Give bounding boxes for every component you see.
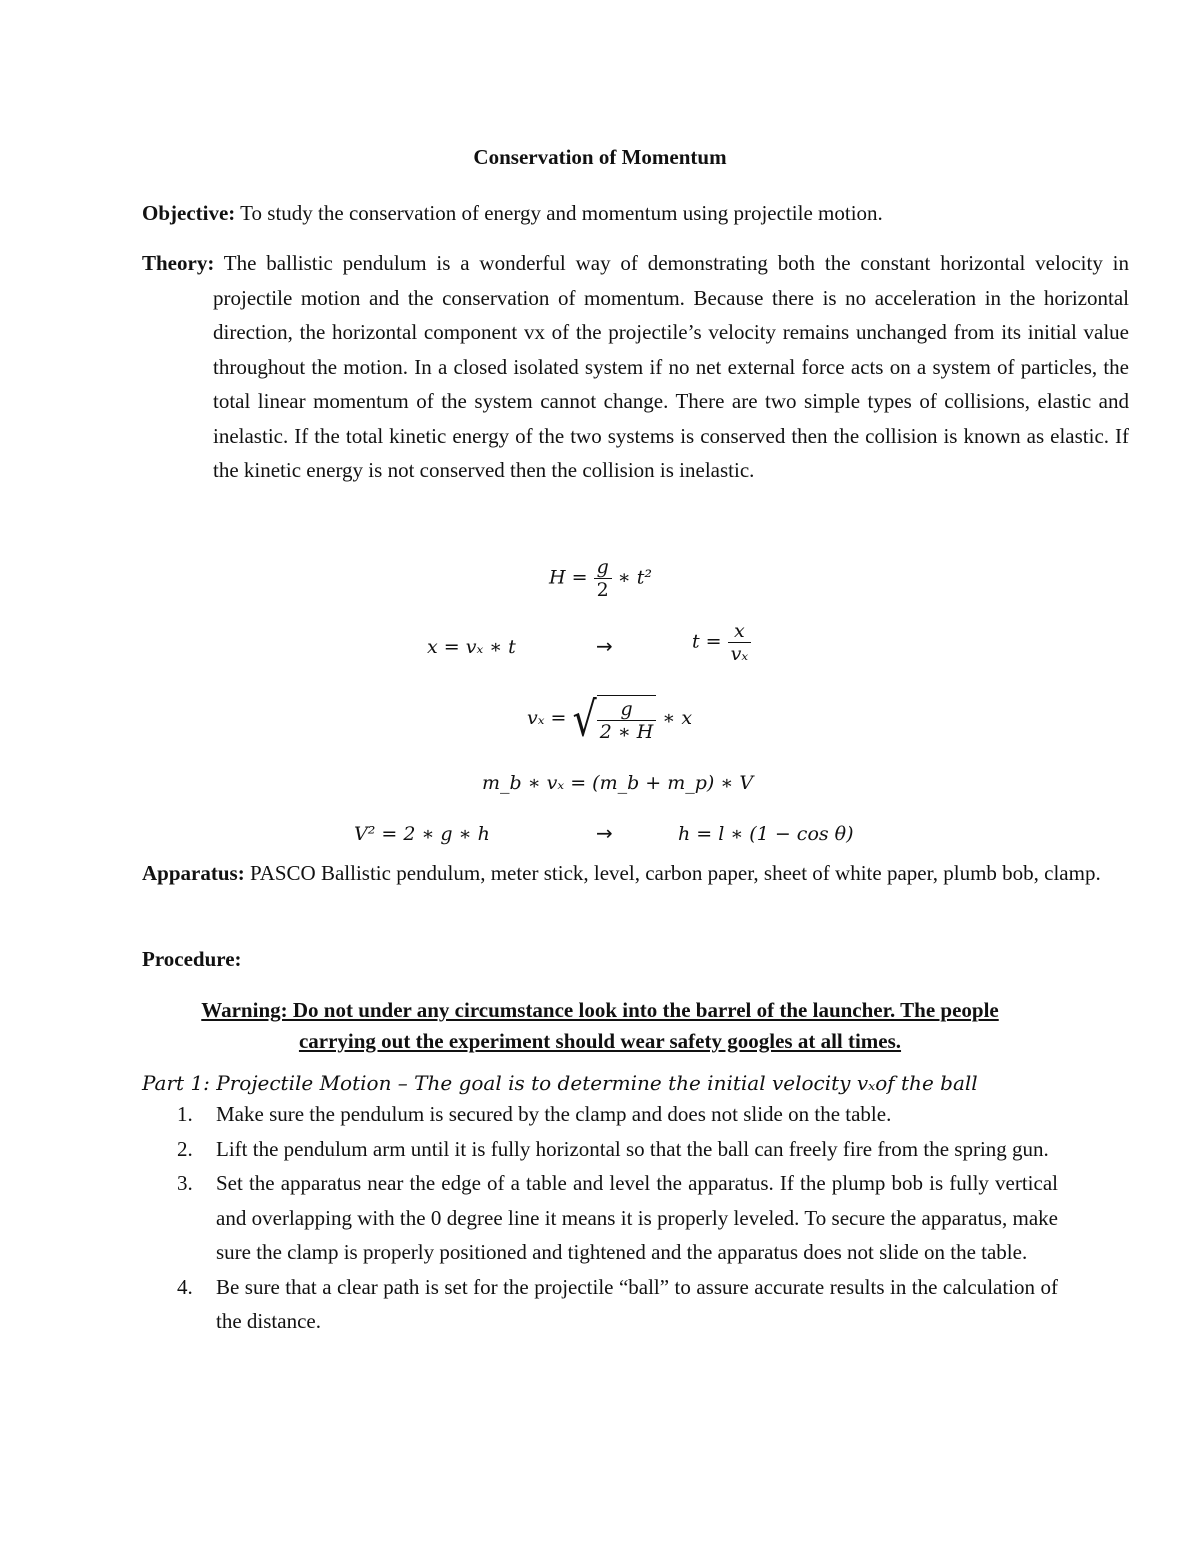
step-text: Set the apparatus near the edge of a table and level the apparatus. If the plump bob is fully vertical and overlapping with the 0 degree line it means it is properly leveled. To secure the apparatus, make sure the clamp is properly positioned and tightened and the apparatus does not slide on the table. xyxy=(216,1171,1058,1264)
eq1-fraction xyxy=(594,556,612,601)
equation-velocity xyxy=(527,691,693,747)
eq2b-lhs: t = xyxy=(692,630,722,653)
eq1-numerator: g xyxy=(596,556,609,578)
apparatus-paragraph xyxy=(142,856,1129,891)
step-number: 3. xyxy=(177,1171,193,1195)
procedure-label: Procedure: xyxy=(142,947,242,971)
equation-time xyxy=(692,620,751,665)
list-item xyxy=(142,1097,1058,1132)
objective-label: Objective: xyxy=(142,201,236,225)
objective-paragraph xyxy=(142,196,1058,231)
step-number: 2. xyxy=(177,1136,193,1161)
procedure-heading xyxy=(142,942,1058,977)
list-item xyxy=(142,1132,1058,1167)
eq3-fraction xyxy=(597,698,657,743)
theory-paragraph xyxy=(142,246,1129,488)
eq1-lhs: H = xyxy=(549,566,588,589)
eq1-rhs: ∗ t² xyxy=(617,566,653,589)
equation-h: h = l ∗ (1 − cos θ) xyxy=(678,823,854,845)
page-title: Conservation of Momentum xyxy=(473,145,727,169)
theory-text: The ballistic pendulum is a wonderful way of demonstrating both the constant horizontal velocity in projectile motion and the conservation of momentum. Because there is no acceleration in the horizontal direction, the horizontal component vx of the projectile’s velocity remains unchanged from its initial value throughout the motion. In a closed isolated system if no net external force acts on a system of particles, the total linear momentum of the system cannot change. There are two simple types of collisions, elastic and inelastic. If the total kinetic energy of the two systems is conserved then the collision is known as elastic. If the kinetic energy is not conserved then the collision is inelastic. xyxy=(213,251,1129,482)
safety-warning xyxy=(142,995,1058,1057)
objective-text: To study the conservation of energy and momentum using projectile motion. xyxy=(240,201,883,225)
step-text: Lift the pendulum arm until it is fully horizontal so that the ball can freely fire from the spring gun. xyxy=(216,1136,1049,1161)
sqrt-icon: √ xyxy=(572,691,597,747)
eq3-denominator: 2 ∗ H xyxy=(597,720,657,743)
eq2b-numerator: x xyxy=(734,620,745,642)
eq2b-fraction xyxy=(728,620,751,665)
eq1-denominator: 2 xyxy=(594,578,612,601)
eq2b-denominator: vₓ xyxy=(728,642,751,665)
eq3-numerator: g xyxy=(620,698,633,720)
eq3-lhs: vₓ = xyxy=(527,707,567,729)
warning-line-2: carrying out the experiment should wear safety googles at all times. xyxy=(298,1029,902,1053)
equation-distance: x = vₓ ∗ t xyxy=(427,636,516,658)
theory-label: Theory: xyxy=(142,251,215,275)
equation-height xyxy=(549,556,652,601)
step-text: Be sure that a clear path is set for the projectile “ball” to assure accurate results in the calculation of the distance. xyxy=(216,1274,1058,1333)
part1-heading: Part 1: Projectile Motion – The goal is to determine the initial velocity vₓof the ball xyxy=(142,1071,978,1095)
step-text: Make sure the pendulum is secured by the clamp and does not slide on the table. xyxy=(216,1102,892,1126)
list-item xyxy=(142,1270,1058,1339)
apparatus-label: Apparatus: xyxy=(142,861,245,885)
apparatus-text: PASCO Ballistic pendulum, meter stick, level, carbon paper, sheet of white paper, plumb bob, clamp. xyxy=(249,861,1101,885)
warning-line-1: Warning: Do not under any circumstance look into the barrel of the launcher. The people xyxy=(201,998,999,1022)
arrow-icon: → xyxy=(596,821,613,845)
step-number: 1. xyxy=(177,1102,193,1126)
arrow-icon: → xyxy=(596,634,613,658)
equation-momentum: m_b ∗ vₓ = (m_b + m_p) ∗ V xyxy=(482,772,754,794)
eq3-rhs: ∗ x xyxy=(662,707,693,729)
equation-energy: V² = 2 ∗ g ∗ h xyxy=(354,823,490,845)
eq3-sqrt xyxy=(572,691,657,747)
procedure-steps xyxy=(142,1097,1058,1339)
list-item xyxy=(142,1166,1058,1270)
step-number: 4. xyxy=(177,1274,193,1299)
